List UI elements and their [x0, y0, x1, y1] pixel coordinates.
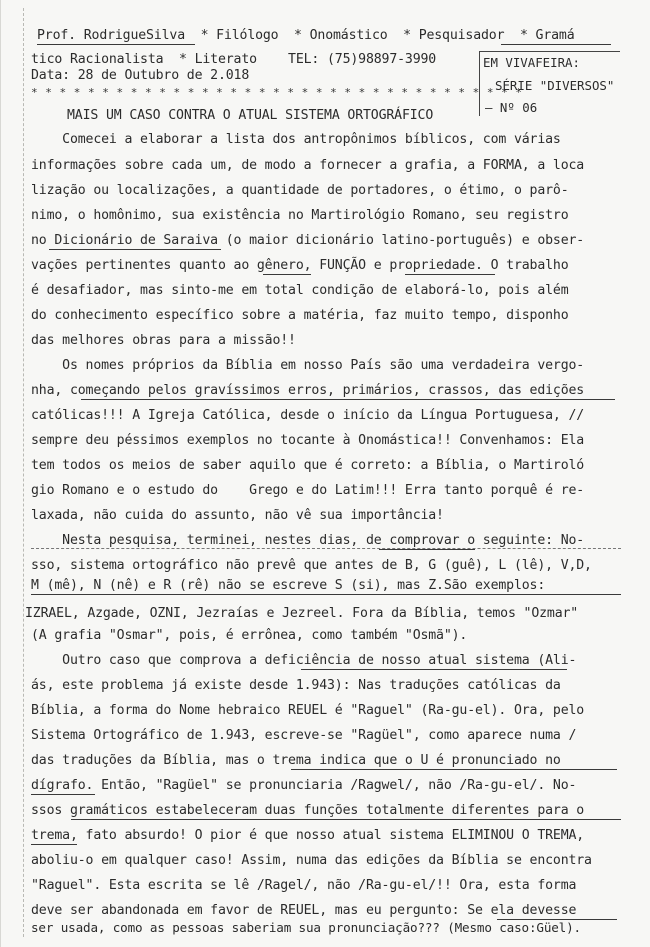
body-line: Sistema Ortográfico de 1.943, escreve-se "Ragüel", como aparece numa / [31, 728, 577, 743]
body-line: das traduções da Bíblia, mas o trema indica que o U é pronunciado no [31, 753, 561, 768]
body-line: M (mê), N (nê) e R (rê) não se escreve S (si), mas Z.São exemplos: [31, 578, 546, 593]
underline-comprovar [379, 549, 475, 550]
series-box-line-1: EM VIVAFEIRA: [483, 55, 580, 70]
body-line: Os nomes próprios da Bíblia em nosso País são uma verdadeira vergo- [31, 358, 585, 373]
body-line: ás, este problema já existe desde 1.943): Nas traduções católicas da [31, 678, 561, 693]
body-line: Comecei a elaborar a lista dos antropônimos bíblicos, com várias [31, 132, 561, 147]
header-line-1: Prof. RodrigueSilva * Filólogo * Onomástico * Pesquisador * Gramá [37, 28, 575, 43]
body-line: das melhores obras para a missão!! [31, 333, 296, 348]
body-line: sso, sistema ortográfico não prevê que antes de B, G (guê), L (lê), V,D, [31, 558, 592, 573]
body-line: do conhecimento específico sobre a matéria, faz muito tempo, disponho [31, 308, 569, 323]
body-line: trema, fato absurdo! O pior é que nosso atual sistema ELIMINOU O TREMA, [31, 828, 585, 843]
dashed-divider [31, 548, 621, 549]
body-line: sempre deu péssimos exemplos no tocante à Onomástica!! Convenhamos: Ela [31, 433, 585, 448]
body-line: aboliu-o em qualquer caso! Assim, numa das edições da Bíblia se encontra [31, 853, 592, 868]
body-line: nimo, o homônimo, sua existência no Martirológio Romano, seu registro [31, 208, 569, 223]
body-line: lização ou localizações, a quantidade de portadores, o étimo, o parô- [31, 183, 569, 198]
underline-gramaticos [71, 819, 621, 820]
underline-trema-2 [31, 844, 77, 845]
header-date: Data: 28 de Outubro de 2.018 [31, 68, 250, 83]
underline-exemplos [31, 594, 621, 595]
body-line: Outro caso que comprova a deficiência de nosso atual sistema (Ali- [31, 653, 577, 668]
underline-digrafo [31, 794, 95, 795]
body-line: "Raguel". Esta escrita se lê /Ragel/, não /Ra-gu-el/!! Ora, esta forma [31, 878, 577, 893]
body-line: ser usada, como as pessoas saberiam sua pronunciação??? (Mesmo caso:Güel). [31, 920, 581, 935]
body-line: dígrafo. Então, "Ragüel" se pronunciaria /Ragwel/, não /Ra-gu-el/. No- [31, 778, 577, 793]
left-margin-line [23, 8, 24, 937]
article-title: MAIS UM CASO CONTRA O ATUAL SISTEMA ORTOGRÁFICO [67, 108, 434, 123]
series-box-line-3: — Nº 06 [485, 100, 538, 115]
body-line: gio Romano e o estudo do Grego e do Latim!!! Erra tanto porquê é re- [31, 483, 585, 498]
body-line: laxada, não cuida do assunto, não vê sua importância! [31, 508, 444, 523]
body-line: tem todos os meios de saber aquilo que é correto: a Bíblia, o Martiroló [31, 458, 585, 473]
header-line-2: tico Racionalista * Literato TEL: (75)98897-3990 [31, 52, 437, 67]
name-underline [37, 44, 195, 45]
underline-propriedade [405, 274, 495, 275]
header-stars: * * * * * * * * * * * * * * * * * * * * * * * * * * * * * * * * * * * [31, 86, 523, 99]
header-underline-right [501, 44, 611, 45]
body-line: IZRAEL, Azgade, OZNI, Jezraías e Jezreel. Fora da Bíblia, temos "Ozmar" [25, 606, 579, 621]
body-line: deve ser abandonada em favor de REUEL, mas eu pergunto: Se ela devesse [31, 903, 577, 918]
body-line: católicas!!! A Igreja Católica, desde o início da Língua Portuguesa, // [31, 408, 585, 423]
body-line: Nesta pesquisa, terminei, nestes dias, de comprovar o seguinte: No- [31, 533, 585, 548]
body-line: no Dicionário de Saraiva (o maior dicionário latino-português) e obser- [31, 233, 585, 248]
series-box-line-2: SÉRIE "DIVERSOS" [495, 78, 615, 93]
underline-erros [81, 399, 615, 400]
body-line: ssos gramáticos estabeleceram duas funções totalmente diferentes para o [31, 803, 585, 818]
body-line: vações pertinentes quanto ao gênero, FUNÇÃO e propriedade. O trabalho [31, 258, 569, 273]
body-line: nha, começando pelos gravíssimos erros, primários, crassos, das edições [31, 383, 585, 398]
body-line: (A grafia "Osmar", pois, é errônea, como também "Osmã"). [31, 628, 468, 643]
body-line: informações sobre cada um, de modo a fornecer a grafia, a FORMA, a loca [31, 158, 585, 173]
underline-trema [291, 769, 617, 770]
body-line: Bíblia, a forma do Nome hebraico REUEL é "Raguel" (Ra-gu-el). Ora, pelo [31, 703, 585, 718]
underline-dicionario [49, 249, 221, 250]
underline-deficiencia [301, 669, 567, 670]
body-line: é desafiador, mas sinto-me em total condição de elaborá-lo, pois além [31, 283, 569, 298]
underline-genero [263, 274, 311, 275]
